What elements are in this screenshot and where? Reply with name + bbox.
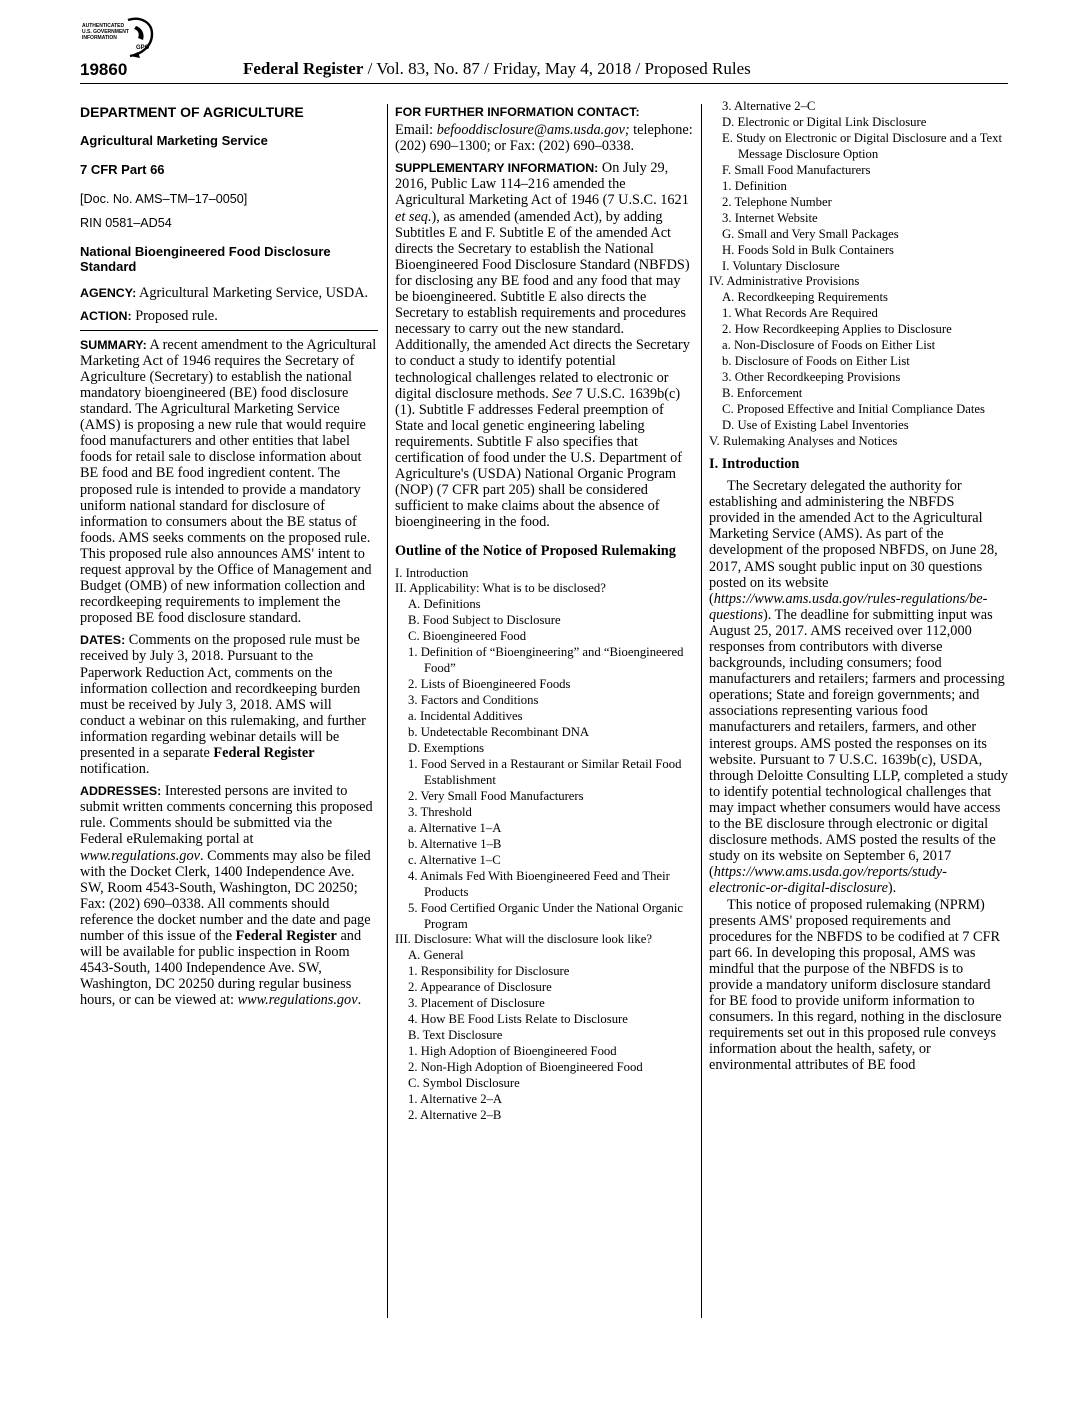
outline-item: 3. Alternative 2–C	[722, 99, 816, 113]
outline-item: 2. Alternative 2–B	[408, 1107, 502, 1122]
outline-item: 4. How BE Food Lists Relate to Disclosure	[408, 1012, 628, 1027]
outline-item: 3. Internet Website	[722, 210, 818, 225]
dates-text-end: notification.	[80, 761, 150, 778]
outline-item: B. Text Disclosure	[408, 1028, 503, 1043]
addresses-text-2: . Comments may also be filed with the Docket Clerk, 1400 Independence Ave. SW, Room 4543-South, Washington, DC 20250; Fax: (202) 690–0338. All comments should reference the docket number and the date and page number of this issue of the	[80, 847, 371, 945]
dates-label: DATES:	[80, 633, 126, 648]
supplementary-label: SUPPLEMENTARY INFORMATION:	[395, 161, 599, 176]
agency-text: Agricultural Marketing Service, USDA.	[136, 285, 369, 302]
regulations-gov-link[interactable]: www.regulations.gov	[80, 847, 200, 864]
addresses-text-4: .	[357, 992, 362, 1009]
column-2	[395, 104, 693, 1124]
addresses-label: ADDRESSES:	[80, 784, 162, 799]
intro-text: The Secretary delegated the authority for establishing and administering the NBFDS provided in the amended Act to the Agricultural Marketing Service (AMS). As part of the development of the proposed NBFDS, on June 28, 2017, AMS sought public input on 30 questions posted on its website (	[709, 478, 998, 607]
addresses-paragraph	[80, 783, 378, 1008]
outline-item: 2. How Recordkeeping Applies to Disclosure	[722, 322, 952, 337]
action-text: Proposed rule.	[131, 307, 218, 324]
agency-name: DEPARTMENT OF AGRICULTURE	[80, 104, 304, 120]
addresses-text: Interested persons are invited to submit written comments concerning this proposed rule. Comments should be submitted via the Federal eRulemaking portal at	[80, 783, 373, 848]
issue-info: / Vol. 83, No. 87 / Friday, May 4, 2018 / Proposed Rules	[363, 59, 751, 78]
contact-label: FOR FURTHER INFORMATION CONTACT:	[395, 105, 640, 119]
supplementary-paragraph	[395, 160, 693, 530]
summary-text: A recent amendment to the Agricultural Marketing Act of 1946 requires the Secretary of Agriculture (Secretary) to establish the national mandatory bioengineered (BE) food disclosure standard. The Agricultural Marketing Service (AMS) is proposing a new rule that would require food manufacturers and other entities that label foods for retail sale to disclose information about BE food and BE food ingredient content. The proposed rule is intended to provide a mandatory uniform national standard for disclosure of information to consumers about the BE status of foods. AMS seeks comments on the proposed rule. This proposed rule also announces AMS' intent to request approval by the Office of Management and Budget (OMB) of new information collection and recordkeeping requirements to implement the proposed BE food disclosure standard.	[80, 336, 377, 627]
contact-label-line	[395, 104, 693, 120]
outline-item: 3. Other Recordkeeping Provisions	[722, 370, 901, 385]
addresses-text-3: and will be available for public inspection in Room 4543-South, 1400 Independence Ave. SW, Washington, DC 20250 during regular business hours, or can be viewed at:	[80, 928, 362, 1009]
summary-label: SUMMARY:	[80, 337, 147, 352]
docket-number: [Doc. No. AMS–TM–17–0050]	[80, 192, 248, 207]
outline-item: D. Electronic or Digital Link Disclosure	[722, 114, 927, 129]
agency-label: AGENCY:	[80, 286, 137, 301]
outline-item: 2. Lists of Bioengineered Foods	[408, 677, 571, 692]
outline-item: 3. Factors and Conditions	[408, 693, 539, 708]
outline-heading: Outline of the Notice of Proposed Rulemaking	[395, 543, 676, 560]
svg-text:AUTHENTICATED: AUTHENTICATED	[82, 23, 125, 29]
introduction-paragraph-2: This notice of proposed rulemaking (NPRM) presents AMS' proposed requirements and procedures for the NBFDS to be codified at 7 CFR part 66. In developing this proposal, AMS was mindful that the purpose of the NBFDS is to provide a mandatory uniform disclosure standard for BE food to provide uniform information to consumers. In this regard, nothing in the disclosure requirements set out in this proposed rule conveys information about the health, safety, or environmental attributes of BE food	[709, 896, 1002, 1074]
outline-item: 4. Animals Fed With Bioengineered Feed and Their Products	[408, 868, 670, 899]
svg-text:U.S. GOVERNMENT: U.S. GOVERNMENT	[82, 29, 129, 35]
outline-item: E. Study on Electronic or Digital Disclosure and a Text Message Disclosure Option	[722, 130, 1003, 161]
outline-item: I. Introduction	[395, 565, 469, 580]
outline-item: II. Applicability: What is to be disclosed?	[395, 581, 606, 596]
outline-item: b. Disclosure of Foods on Either List	[722, 354, 910, 369]
outline-item: 2. Telephone Number	[722, 194, 832, 209]
rin-number: RIN 0581–AD54	[80, 216, 172, 231]
contact-email-link[interactable]: befooddisclosure@ams.usda.gov;	[436, 122, 630, 139]
outline-item: a. Non-Disclosure of Foods on Either List	[722, 338, 936, 353]
column-3	[709, 99, 1009, 1074]
section-divider	[80, 330, 378, 331]
journal-title: Federal Register	[243, 59, 364, 78]
outline-item: 1. What Records Are Required	[722, 306, 878, 321]
outline-item: A. General	[408, 948, 464, 963]
et-seq: et seq.	[395, 208, 432, 225]
supplementary-text-2: ), as amended (amended Act), by adding Subtitles E and F. Subtitle E of the amended Act directs the Secretary to establish the National Bioengineered Food Disclosure Standard (NBFDS) for disclosing any BE food and any food that may be bioengineered. Subtitle E also directs the Secretary to establish requirements and procedures necessary to carry out the new standard. Additionally, the amended Act directs the Secretary to conduct a study to identify potential technological challenges related to electronic or digital disclosure methods.	[395, 208, 690, 402]
outline-item: 1. Responsibility for Disclosure	[408, 964, 570, 979]
agency-line	[80, 285, 378, 301]
outline-item: b. Alternative 1–B	[408, 836, 502, 851]
outline-item: b. Undetectable Recombinant DNA	[408, 725, 590, 740]
outline-item: 5. Food Certified Organic Under the National Organic Program	[408, 900, 684, 931]
outline-item: III. Disclosure: What will the disclosure look like?	[395, 932, 652, 947]
column-1	[80, 104, 378, 1015]
outline-item: 2. Appearance of Disclosure	[408, 980, 552, 995]
gpo-authentication-seal-icon	[80, 16, 160, 60]
intro-text-3: ).	[887, 880, 897, 897]
header-rule	[80, 83, 1008, 84]
supplementary-text-3: 7 U.S.C. 1639b(c)(1). Subtitle F addresses Federal preemption of State and local genetic engineering labeling requirements. Subtitle F also specifies that certification of food under the U.S. Department of Agriculture's (USDA) National Organic Program (NOP) (7 CFR part 205) shall be considered sufficient to make claims about the absence of bioengineering in the food.	[395, 385, 683, 531]
outline-item: a. Incidental Additives	[408, 709, 523, 724]
column-rule-2	[701, 104, 702, 1318]
outline-item: D. Use of Existing Label Inventories	[722, 418, 909, 433]
rule-subject: National Bioengineered Food Disclosure Standard	[80, 244, 331, 275]
outline-item: C. Bioengineered Food	[408, 629, 527, 644]
outline-item: F. Small Food Manufacturers	[722, 162, 871, 177]
outline-item: D. Exemptions	[408, 741, 485, 756]
supplementary-text: On July 29, 2016, Public Law 114–216 amended the Agricultural Marketing Act of 1946 (7 U.S.C. 1621	[395, 160, 689, 209]
study-link[interactable]: https://www.ams.usda.gov/reports/study-electronic-or-digital-disclosure	[709, 864, 947, 897]
regulations-gov-link[interactable]: www.regulations.gov	[237, 992, 358, 1009]
be-questions-link[interactable]: https://www.ams.usda.gov/rules-regulations/be-questions	[709, 590, 988, 623]
outline-item: B. Food Subject to Disclosure	[408, 613, 561, 628]
outline-item: 1. Food Served in a Restaurant or Similar Retail Food Establishment	[408, 756, 682, 787]
svg-text:GPO: GPO	[136, 45, 150, 51]
outline-item: IV. Administrative Provisions	[709, 274, 860, 289]
action-line	[80, 308, 378, 324]
contact-text: Email:	[395, 122, 437, 139]
action-label: ACTION:	[80, 308, 132, 323]
contact-text-2: telephone: (202) 690–1300; or Fax: (202) 690–0338.	[395, 122, 693, 155]
outline-item: H. Foods Sold in Bulk Containers	[722, 242, 894, 257]
outline-item: 3. Placement of Disclosure	[408, 996, 545, 1011]
federal-register-ref: Federal Register	[213, 745, 315, 761]
introduction-heading: I. Introduction	[709, 455, 800, 472]
subagency-name: Agricultural Marketing Service	[80, 133, 268, 149]
outline-list-continued	[709, 99, 1008, 450]
outline-item: c. Alternative 1–C	[408, 852, 501, 867]
outline-item: 1. High Adoption of Bioengineered Food	[408, 1044, 617, 1059]
outline-item: G. Small and Very Small Packages	[722, 226, 899, 241]
intro-text-2: ). The deadline for submitting input was August 25, 2017. AMS received over 112,000 responses from contributors with diverse backgrounds, including consumers; food manufacturers and retailers; farmers and processing operations; State and foreign governments; and associations representing various food manufacturers and retailers, farmers, and other interest groups. AMS posted the responses on its website. Pursuant to 7 U.S.C. 1639b(c), USDA, through Deloitte Consulting LLP, completed a study to identify potential technological challenges that may impact whether consumers would have access to the BE disclosure through electronic or digital disclosure methods. AMS posted the results of the study on its website on September 6, 2017 (	[709, 606, 1009, 881]
outline-item: V. Rulemaking Analyses and Notices	[709, 434, 898, 449]
dates-text: Comments on the proposed rule must be received by July 3, 2018. Pursuant to the Paperwork Reduction Act, comments on the information collection and recordkeeping burden must be received by July 3, 2018. AMS will conduct a webinar on this rulemaking, and further information regarding webinar details will be presented in a separate	[80, 632, 366, 761]
see-signal: See	[552, 385, 573, 402]
column-rule-1	[387, 104, 388, 1318]
outline-item: C. Symbol Disclosure	[408, 1076, 520, 1091]
outline-item: B. Enforcement	[722, 386, 803, 401]
outline-item: 1. Definition of “Bioengineering” and “Bioengineered Food”	[408, 645, 684, 676]
introduction-paragraph-1	[709, 478, 1008, 896]
running-head	[243, 59, 751, 79]
page-number: 19860	[80, 60, 128, 79]
dates-paragraph	[80, 632, 378, 777]
outline-item: 1. Alternative 2–A	[408, 1091, 503, 1106]
outline-item: 2. Very Small Food Manufacturers	[408, 788, 584, 803]
outline-item: 3. Threshold	[408, 804, 472, 819]
outline-item: 2. Non-High Adoption of Bioengineered Food	[408, 1060, 643, 1075]
svg-text:INFORMATION: INFORMATION	[82, 35, 117, 41]
cfr-part: 7 CFR Part 66	[80, 162, 165, 178]
outline-item: 1. Definition	[722, 178, 787, 193]
outline-item: a. Alternative 1–A	[408, 820, 502, 835]
contact-paragraph	[395, 122, 693, 154]
federal-register-ref: Federal Register	[235, 928, 337, 945]
outline-item: C. Proposed Effective and Initial Compliance Dates	[722, 402, 985, 417]
outline-item: A. Definitions	[408, 597, 481, 612]
outline-item: I. Voluntary Disclosure	[722, 258, 840, 273]
outline-item: A. Recordkeeping Requirements	[722, 290, 888, 305]
outline-list	[395, 566, 693, 1124]
summary-paragraph	[80, 337, 378, 627]
